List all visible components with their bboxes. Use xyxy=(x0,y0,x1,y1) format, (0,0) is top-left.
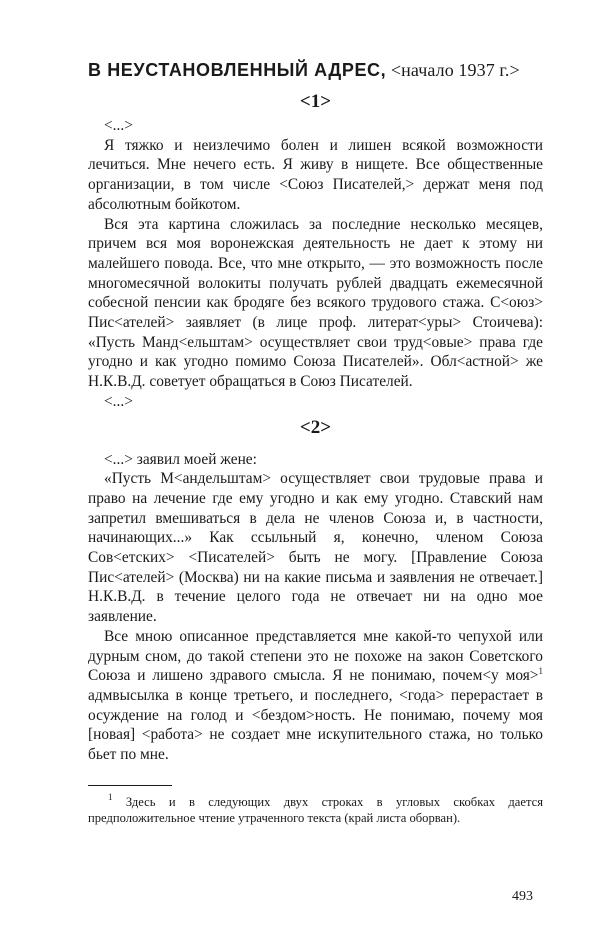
letter-title: В НЕУСТАНОВЛЕННЫЙ АДРЕС, xyxy=(88,60,387,80)
paragraph: Я тяжко и неизлечимо болен и лишен всякой возможности лечиться. Мне нечего есть. Я живу в нищете. Все общественные организации, в том числе <Союз Писателей,> держат меня под абсолютным бойкотом. xyxy=(88,136,543,213)
paragraph-with-footnote xyxy=(88,627,543,765)
footnote-marker: 1 xyxy=(538,666,543,677)
page-number: 493 xyxy=(512,889,533,904)
paragraph: <...> заявил моей жене: xyxy=(104,450,257,468)
page-body xyxy=(88,58,543,826)
footnote-divider xyxy=(88,785,172,786)
paragraph: «Пусть М<андельштам> осуществляет свои трудовые права и право на лечение где ему угодно и как ему угодно. Ставский нам запретил вмешиваться в дела не членов Союза и, в частности, начинающих...» Как ссыльный я, конечно, членом Союза Сов<етских> <Писателей> быть не могу. [Правление Союза Пис<ателей> (Москва) ни на какие письма и заявления не отвечает.] Н.К.В.Д. в течение целого года не отвечает ни на одно мое заявление. xyxy=(88,470,543,626)
footnote-number: 1 xyxy=(108,791,113,802)
footnote-text: Здесь и в следующих двух строках в угловых скобках дается предположительное чтение утраченного текста (край листа оборван). xyxy=(88,794,543,825)
paragraph-text: Все мною описанное представляется мне какой-то чепухой или дурным сном, до такой степени это не похоже на закон Советского Союза и лишено здравого смысла. Я не понимаю, почем<у моя> xyxy=(88,627,543,685)
ellipsis-start: <...> xyxy=(104,117,133,134)
ellipsis-end: <...> xyxy=(104,392,133,410)
letter-date: <начало 1937 г.> xyxy=(390,60,520,80)
letter-heading xyxy=(88,58,543,82)
section-number-2: <2> xyxy=(299,416,332,438)
section-number-1: <1> xyxy=(299,91,332,112)
paragraph-text: адмвысылка в конце третьего, и последнего, <года> перерастает в осуждение на голод и <бездом>ность. Не понимаю, почему моя [новая] <работа> не создает мне искупительного стажа, но только бьет по мне. xyxy=(88,686,543,764)
paragraph: Вся эта картина сложилась за последние несколько месяцев, причем вся моя воронежская деятельность не дает к этому ни малейшего повода. Все, что мне открыто, — это возможность после многомесячной волокиты получать рублей двадцать ежемесячной собесной пенсии как бродяге без всякого трудового стажа. С<оюз> Пис<ателей> заявляет (в лице проф. литерат<уры> Стоичева): «Пусть Манд<ельштам> осуществляет свои труд<овые> права где угодно и как угодно помимо Союза Писателей». Обл<астной> же Н.К.В.Д. советует обращаться в Союз Писателей. xyxy=(88,215,543,391)
footnote xyxy=(88,791,543,826)
